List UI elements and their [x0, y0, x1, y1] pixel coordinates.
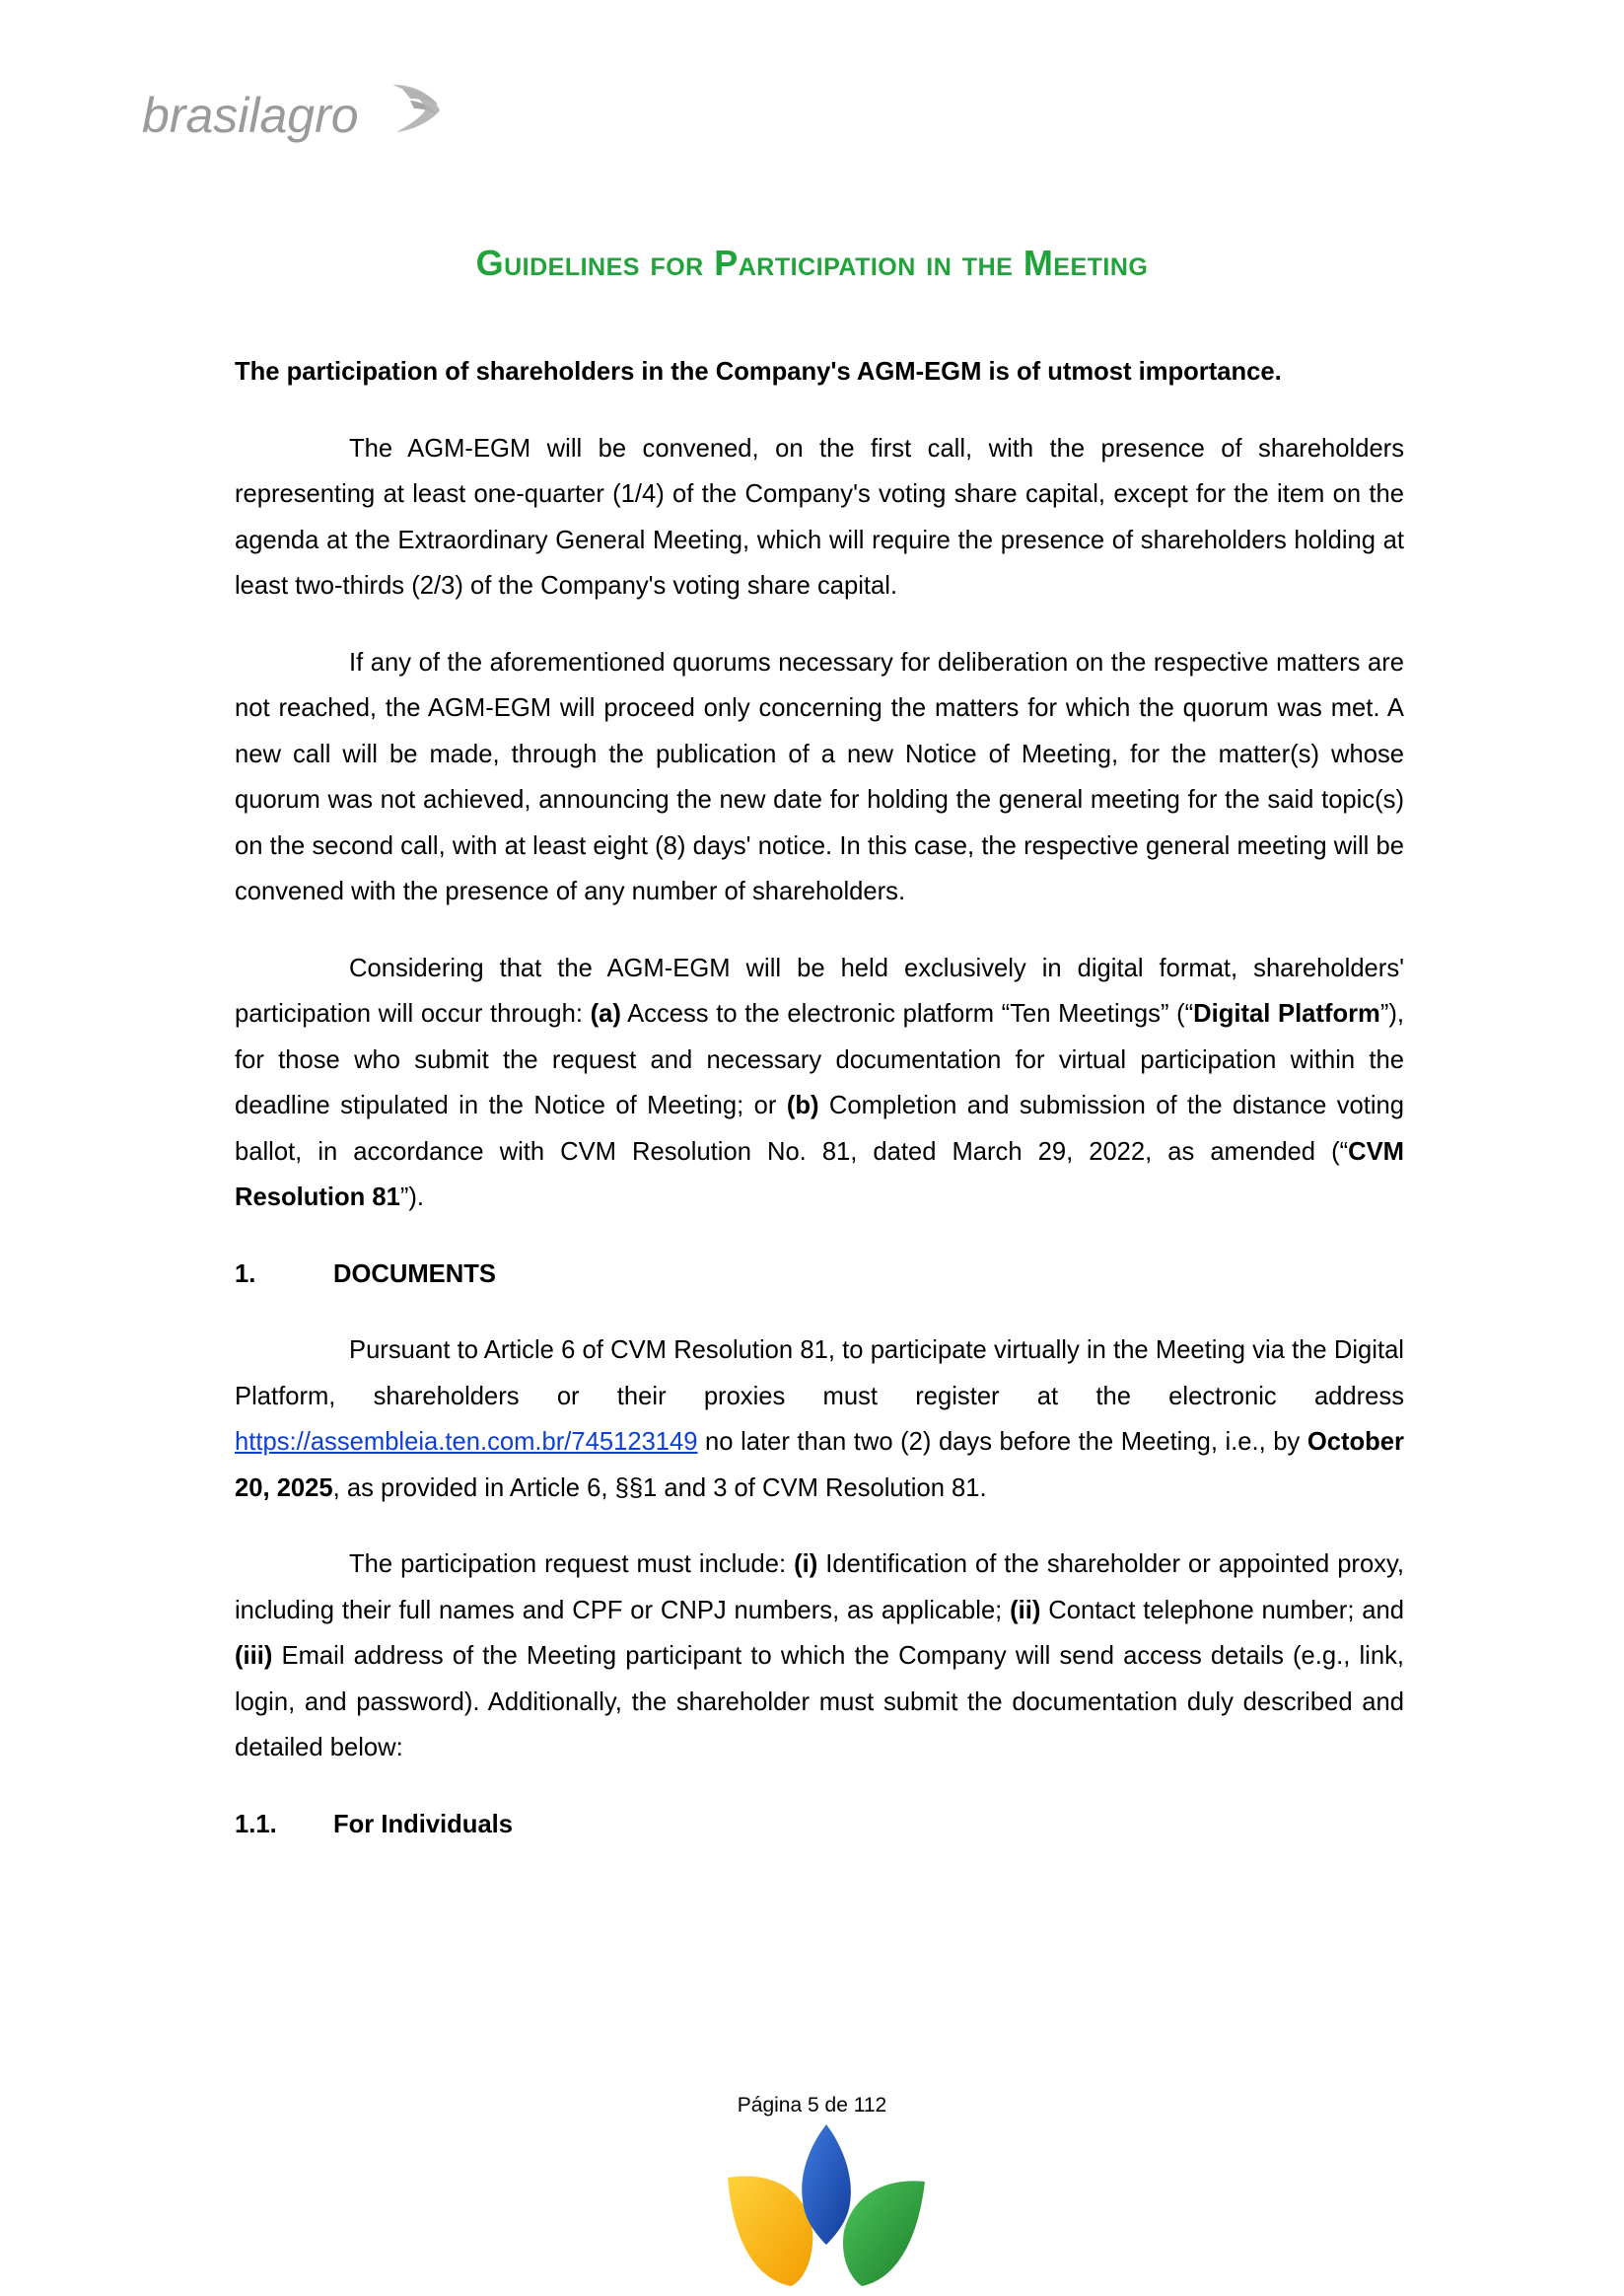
text-run: , as provided in Article 6, §§1 and 3 of CVM Resolution 81.	[332, 1473, 987, 1502]
second-call-paragraph: If any of the aforementioned quorums necessary for deliberation on the respective matters are not reached, the AGM-EGM will proceed only concerning the matters for which the quorum was met. A new call will be made, through the publication of a new Notice of Meeting, for the matter(s) whose quorum was not achieved, announcing the new date for holding the general meeting for the said topic(s) on the second call, with at least eight (8) days' notice. In this case, the respective general meeting will be convened with the presence of any number of shareholders.	[235, 648, 1404, 905]
section-heading-documents	[235, 1252, 1404, 1298]
text-run: Pursuant to Article 6 of CVM Resolution 81, to participate virtually in the Meeting via the Digital Platform, shareholders or their proxies must register at the electronic address	[235, 1336, 1404, 1410]
yellow-leaf	[728, 2176, 812, 2286]
participation-request-paragraph	[235, 1542, 1404, 1771]
text-run: Email address of the Meeting participant to which the Company will send access details (e.g., link, login, and password). Additionally, the shareholder must submit the documentation duly described and detailed below:	[235, 1642, 1404, 1761]
digital-platform-term: Digital Platform	[1193, 1000, 1380, 1028]
text-run: ”).	[399, 1184, 424, 1211]
section-label: DOCUMENTS	[333, 1259, 496, 1288]
text-run: ”), for those who submit the request and necessary documentation for virtual participation within the deadline stipulated in the Notice of Meeting; or	[235, 1000, 1404, 1119]
three-leaf-emblem-icon	[722, 2122, 931, 2290]
section-number: 1.1.	[235, 1810, 277, 1838]
section-number: 1.	[235, 1259, 256, 1288]
text-run: Contact telephone number; and	[1040, 1596, 1404, 1624]
page-title: Guidelines for Participation in the Meeting	[475, 243, 1149, 283]
text-run: Identification of the shareholder or appointed proxy, including their full names and CPF or CNPJ numbers, as applicable;	[235, 1550, 1404, 1624]
section-label: For Individuals	[333, 1810, 514, 1838]
item-i-marker: (i)	[794, 1550, 818, 1578]
chevron-swoosh-icon	[392, 85, 440, 132]
text-run: Considering that the AGM-EGM will be held exclusively in digital format, shareholders' participation will occur through:	[235, 954, 1404, 1028]
item-b-marker: (b)	[786, 1092, 819, 1119]
page-number: Página 5 de 112	[737, 2094, 887, 2117]
item-a-marker: (a)	[590, 1000, 621, 1028]
registration-paragraph	[235, 1327, 1404, 1511]
quorum-paragraph: The AGM-EGM will be convened, on the first call, with the presence of shareholders representing at least one-quarter (1/4) of the Company's voting share capital, except for the item on the agenda at the Extraordinary General Meeting, which will require the presence of shareholders holding at least two-thirds (2/3) of the Company's voting share capital.	[235, 434, 1404, 600]
document-body	[235, 349, 1404, 1847]
deadline-date: October 20, 2025	[235, 1428, 1404, 1502]
item-iii-marker: (iii)	[235, 1642, 273, 1670]
cvm-resolution-term: CVM Resolution 81	[235, 1137, 1404, 1211]
text-run: Access to the electronic platform “Ten Meetings” (“	[620, 1000, 1194, 1028]
registration-link[interactable]: https://assembleia.ten.com.br/745123149	[235, 1428, 698, 1456]
logo-text: brasilagro	[142, 88, 359, 143]
brasilagro-logo	[138, 71, 454, 160]
green-leaf	[843, 2181, 925, 2286]
text-run: Completion and submission of the distance voting ballot, in accordance with CVM Resolution No. 81, dated March 29, 2022, as amended (“	[235, 1092, 1404, 1166]
digital-format-paragraph	[235, 946, 1404, 1221]
text-run: The participation request must include:	[349, 1550, 795, 1578]
text-run: no later than two (2) days before the Meeting, i.e., by	[697, 1428, 1307, 1456]
intro-bold-paragraph: The participation of shareholders in the Company's AGM-EGM is of utmost importance.	[235, 358, 1282, 386]
section-heading-individuals	[235, 1802, 1404, 1848]
item-ii-marker: (ii)	[1010, 1596, 1041, 1624]
